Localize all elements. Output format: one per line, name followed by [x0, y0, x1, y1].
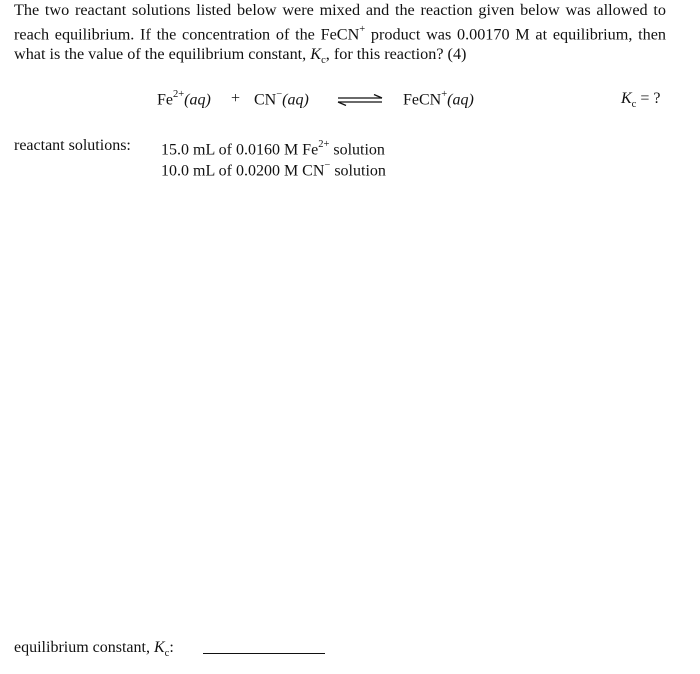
kc-symbol: K	[310, 45, 322, 64]
answer-line: equilibrium constant, $K_c$:	[14, 639, 174, 659]
equilibrium-arrow-icon	[337, 94, 383, 106]
solution-fe: 15.0 mL of 0.0160 M $Fe^{2+}$ solution	[161, 139, 385, 159]
reactant-fe: $Fe^{2+}(aq)$	[157, 89, 211, 109]
answer-blank[interactable]	[203, 653, 325, 654]
product-fecn: FeCN+(aq)	[403, 89, 474, 109]
question-text: The two reactant solutions listed below were mixed and the reaction given below was allowed to reach equilibrium. If the concentration of the FeCN+ product was 0.00170 M at equilibrium, then what is the value of the equilibrium constant, $K_c$, for this reaction? (4)	[14, 1, 666, 67]
solutions-label: reactant solutions:	[14, 137, 131, 154]
answer-label: equilibrium constant,	[14, 639, 154, 656]
kc-equals: $K_c$ = ?	[621, 90, 661, 111]
plus-sign: +	[231, 90, 241, 107]
solution-cn: 10.0 mL of 0.0200 M CN− solution	[161, 160, 386, 180]
reaction-equation	[0, 90, 700, 114]
fecn-charge: +	[359, 23, 366, 35]
reactant-cn: CN−(aq)	[254, 89, 309, 109]
